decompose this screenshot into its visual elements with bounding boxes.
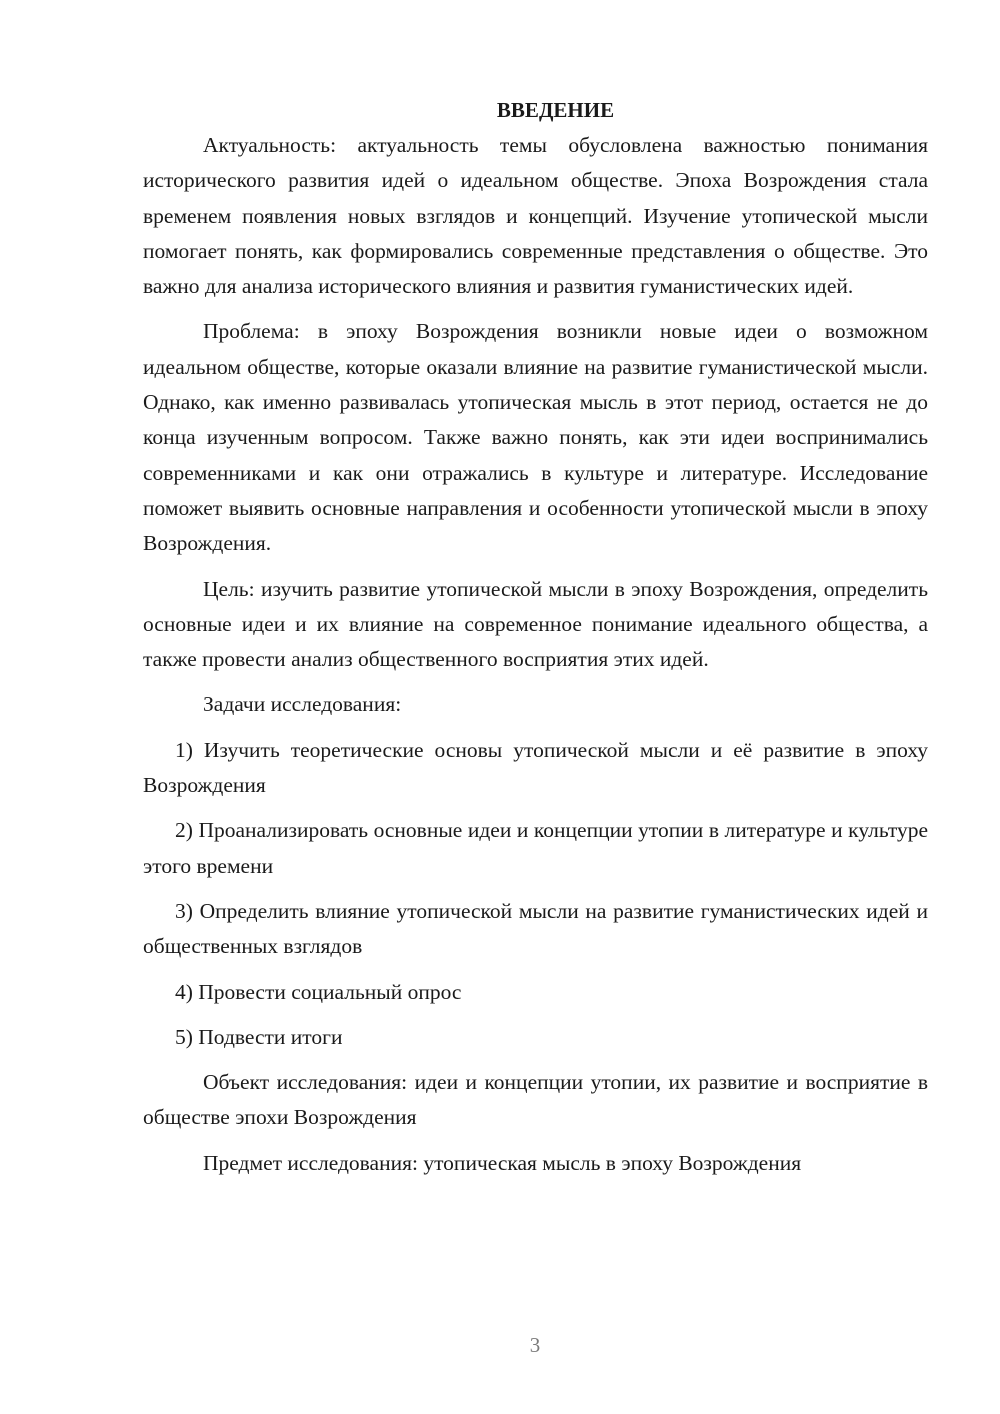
goal-paragraph: Цель: изучить развитие утопической мысли в эпоху Возрождения, определить основные идеи и их влияние на современное понимание идеального общества, а также провести анализ общественного восприятия этих идей. bbox=[143, 576, 928, 672]
task-item-5: 5) Подвести итоги bbox=[175, 1024, 343, 1049]
subject-paragraph: Предмет исследования: утопическая мысль в эпоху Возрождения bbox=[203, 1150, 802, 1175]
page-title: ВВЕДЕНИЕ bbox=[496, 98, 615, 122]
task-item-3: 3) Определить влияние утопической мысли на развитие гуманистических идей и общественных взглядов bbox=[143, 898, 928, 959]
tasks-heading: Задачи исследования: bbox=[203, 692, 402, 717]
page-number: 3 bbox=[529, 1333, 541, 1357]
object-paragraph: Объект исследования: идеи и концепции утопии, их развитие и восприятие в обществе эпохи Возрождения bbox=[143, 1070, 928, 1130]
relevance-paragraph: Актуальность: актуальность темы обусловлена важностью понимания исторического развития идей о идеальном обществе. Эпоха Возрождения стала временем появления новых взглядов и концепций. Изучение утопической мысли помогает понять, как формировались современные представления о обществе. Это важно для анализа исторического влияния и развития гуманистических идей. bbox=[143, 133, 928, 299]
task-item-1: 1) Изучить теоретические основы утопической мысли и её развитие в эпоху Возрождения bbox=[143, 737, 928, 798]
problem-paragraph: Проблема: в эпоху Возрождения возникли новые идеи о возможном идеальном обществе, которые оказали влияние на развитие гуманистической мысли. Однако, как именно развивалась утопическая мысль в этот период, остается не до конца изученным вопросом. Также важно понять, как эти идеи воспринимались современниками и как они отражались в культуре и литературе. Исследование поможет выявить основные направления и особенности утопической мысли в эпоху Возрождения. bbox=[143, 319, 928, 556]
task-item-2: 2) Проанализировать основные идеи и концепции утопии в литературе и культуре этого времени bbox=[143, 818, 928, 878]
task-item-4: 4) Провести социальный опрос bbox=[175, 979, 462, 1004]
page-content bbox=[143, 92, 928, 1181]
